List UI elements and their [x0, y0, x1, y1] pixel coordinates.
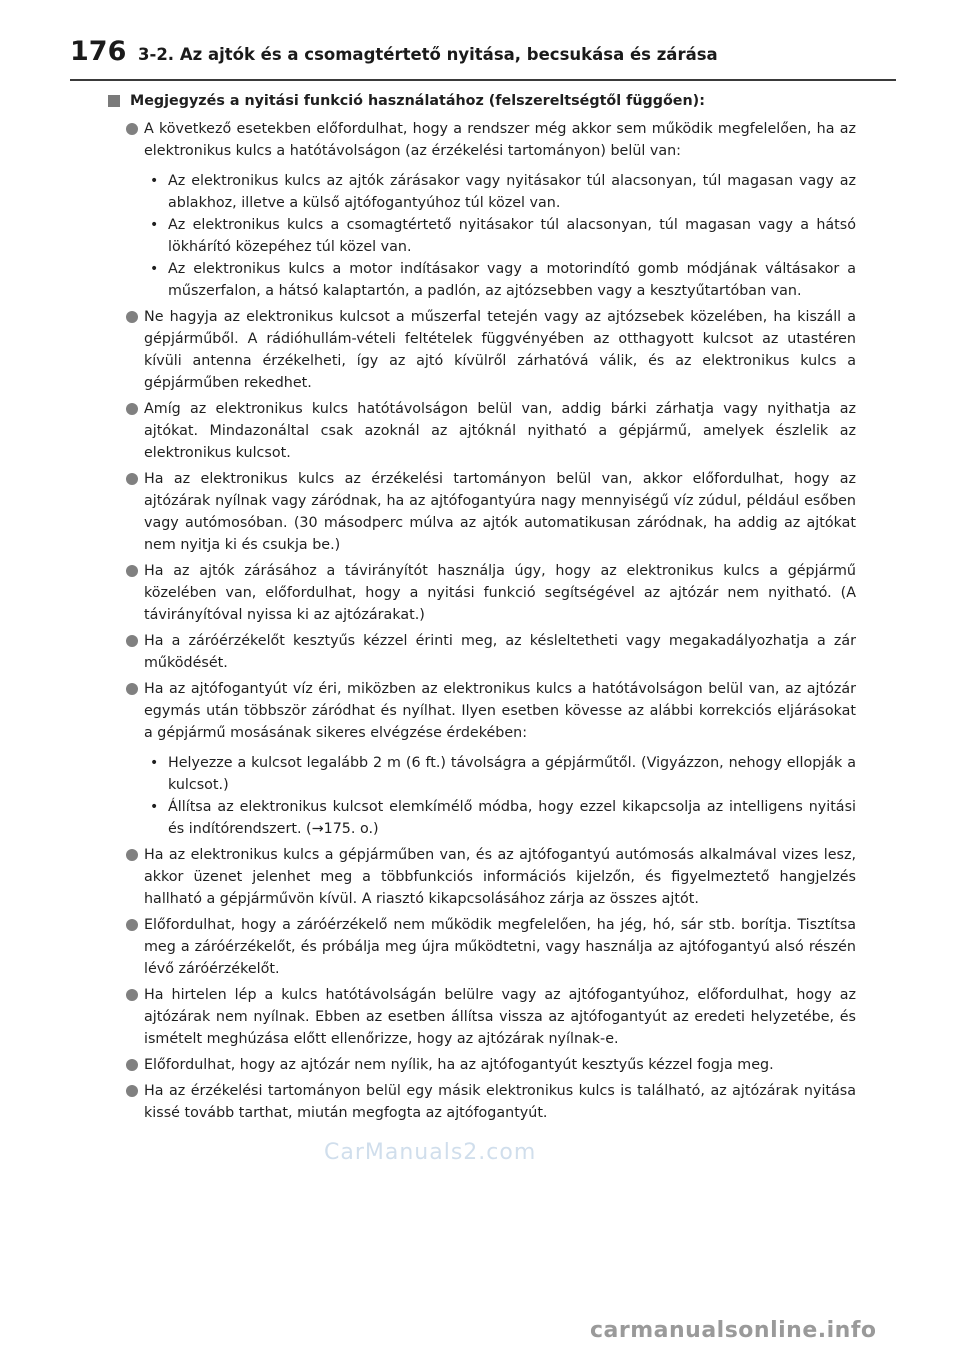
round-bullet-icon: [126, 123, 138, 135]
item-text: A következő esetekben előfordulhat, hogy a rendszer még akkor sem működik megfelelően, ha az elektronikus kulcs a hatótávolságon (az érzékelési tartományon) belül van:: [144, 121, 856, 159]
list-item: [104, 1080, 856, 1124]
item-text: Ha az elektronikus kulcs a gépjárműben van, és az ajtófogantyú autómosás alkalmával vizes lesz, akkor üzenet jelenhet meg a többfunkciós információs kijelzőn, és figyelmeztető hangjelzés hallható a gépjárművön kívül. A riasztó kikapcsolásához zárja az összes ajtót.: [144, 847, 856, 907]
round-bullet-icon: [126, 565, 138, 577]
list-item: [104, 118, 856, 302]
list-item: [104, 844, 856, 910]
small-dot-icon: •: [150, 173, 159, 189]
note-heading: [108, 90, 856, 112]
sub-list: [144, 170, 856, 302]
list-item: [104, 984, 856, 1050]
section-title: 3-2. Az ajtók és a csomagtértető nyitása, becsukása és zárása: [138, 45, 718, 64]
sub-item: [144, 170, 856, 214]
item-text: Ne hagyja az elektronikus kulcsot a műszerfal tetején vagy az ajtózsebek közelében, ha kiszáll a gépjárműből. A rádióhullám-vételi feltételek függvényében az otthagyott kulcsot az utastéren kívüli antenna érzékelheti, így az ajtó kívülről zárhatóvá válik, és az elektronikus kulcs a gépjárműben rekedhet.: [144, 309, 856, 391]
center-watermark: CarManuals2.com: [324, 1140, 537, 1165]
list-item: [104, 306, 856, 394]
item-text: Ha az ajtók zárásához a távirányítót használja úgy, hogy az elektronikus kulcs a gépjármű közelében van, előfordulhat, hogy a nyitási funkció segítségével az ajtózár nem nyitható. (A távirányítóval nyissa ki az ajtózárakat.): [144, 563, 856, 623]
sub-item-text: Az elektronikus kulcs az ajtók zárásakor vagy nyitásakor túl alacsonyan, túl magasan vagy az ablakhoz, illetve a külső ajtófogantyúhoz túl közel van.: [168, 173, 856, 211]
footer-watermark: carmanualsonline.info: [590, 1318, 877, 1343]
sub-item: [144, 214, 856, 258]
square-bullet-icon: [108, 95, 120, 107]
item-text: Amíg az elektronikus kulcs hatótávolságon belül van, addig bárki zárhatja vagy nyithatja az ajtókat. Mindazonáltal csak azoknál az ajtóknál nyitható a gépjármű, amelyek észlelik az elektronikus kulcsot.: [144, 401, 856, 461]
sub-item: [144, 752, 856, 796]
header-rule: [70, 79, 896, 81]
round-bullet-icon: [126, 849, 138, 861]
round-bullet-icon: [126, 919, 138, 931]
round-bullet-icon: [126, 473, 138, 485]
round-bullet-icon: [126, 1059, 138, 1071]
sub-list: [144, 752, 856, 840]
sub-item-text: Állítsa az elektronikus kulcsot elemkímélő módba, hogy ezzel kikapcsolja az intelligens nyitási és indítórendszert. (→175. o.): [168, 799, 856, 837]
sub-item: [144, 258, 856, 302]
list-item: [104, 630, 856, 674]
item-text: Előfordulhat, hogy a záróérzékelő nem működik megfelelően, ha jég, hó, sár stb. borítja. Tisztítsa meg a záróérzékelőt, és próbálja meg újra működtetni, vagy használja az ajtófogantyú alsó részén lévő záróérzékelőt.: [144, 917, 856, 977]
sub-item: [144, 796, 856, 840]
small-dot-icon: •: [150, 755, 159, 771]
sub-item-text: Helyezze a kulcsot legalább 2 m (6 ft.) távolságra a gépjárműtől. (Vigyázzon, nehogy ellopják a kulcsot.): [168, 755, 856, 793]
list-item: [104, 1054, 856, 1076]
round-bullet-icon: [126, 1085, 138, 1097]
list-item: [104, 398, 856, 464]
list-item: [104, 678, 856, 840]
list-item: [104, 560, 856, 626]
item-text: Ha az ajtófogantyút víz éri, miközben az elektronikus kulcs a hatótávolságon belül van, az ajtózár egymás után többször záródhat és nyílhat. Ilyen esetben kövesse az alábbi korrekciós eljárásokat a gépjármű mosásának sikeres elvégzése érdekében:: [144, 681, 856, 741]
item-text: Ha a záróérzékelőt kesztyűs kézzel érinti meg, az késleltetheti vagy megakadályozhatja a zár működését.: [144, 633, 856, 671]
round-bullet-icon: [126, 403, 138, 415]
list-item: [104, 914, 856, 980]
round-bullet-icon: [126, 683, 138, 695]
sub-item-text: Az elektronikus kulcs a motor indításakor vagy a motorindító gomb módjának váltásakor a műszerfalon, a hátsó kalaptartón, a padlón, az ajtózsebben vagy a kesztyűtartóban van.: [168, 261, 856, 299]
page-number: 176: [70, 36, 127, 67]
item-text: Előfordulhat, hogy az ajtózár nem nyílik, ha az ajtófogantyút kesztyűs kézzel fogja meg.: [144, 1057, 774, 1073]
round-bullet-icon: [126, 635, 138, 647]
small-dot-icon: •: [150, 217, 159, 233]
item-text: Ha hirtelen lép a kulcs hatótávolságán belülre vagy az ajtófogantyúhoz, előfordulhat, hogy az ajtózárak nem nyílnak. Ebben az esetben állítsa vissza az ajtófogantyút az eredeti helyzetébe, és ismételt meghúzása előtt ellenőrizze, hogy az ajtózárak nyílnak-e.: [144, 987, 856, 1047]
small-dot-icon: •: [150, 261, 159, 277]
page-header: [0, 0, 960, 86]
round-bullet-icon: [126, 311, 138, 323]
item-text: Ha az érzékelési tartományon belül egy másik elektronikus kulcs is található, az ajtózárak nyitása kissé tovább tarthat, miután megfogta az ajtófogantyút.: [144, 1083, 856, 1121]
note-heading-text: Megjegyzés a nyitási funkció használatához (felszereltségtől függően):: [130, 93, 705, 109]
list-item: [104, 468, 856, 556]
sub-item-text: Az elektronikus kulcs a csomagtértető nyitásakor túl alacsonyan, túl magasan vagy a hátsó lökhárító közepéhez túl közel van.: [168, 217, 856, 255]
note-section: [104, 90, 856, 1128]
item-text: Ha az elektronikus kulcs az érzékelési tartományon belül van, akkor előfordulhat, hogy az ajtózárak nyílnak vagy záródnak, ha az ajtófogantyúra nagy mennyiségű víz zúdul, például esőben vagy autómosóban. (30 másodperc múlva az ajtók automatikusan záródnak, ha addig az ajtókat nem nyitja ki és csukja be.): [144, 471, 856, 553]
small-dot-icon: •: [150, 799, 159, 815]
round-bullet-icon: [126, 989, 138, 1001]
